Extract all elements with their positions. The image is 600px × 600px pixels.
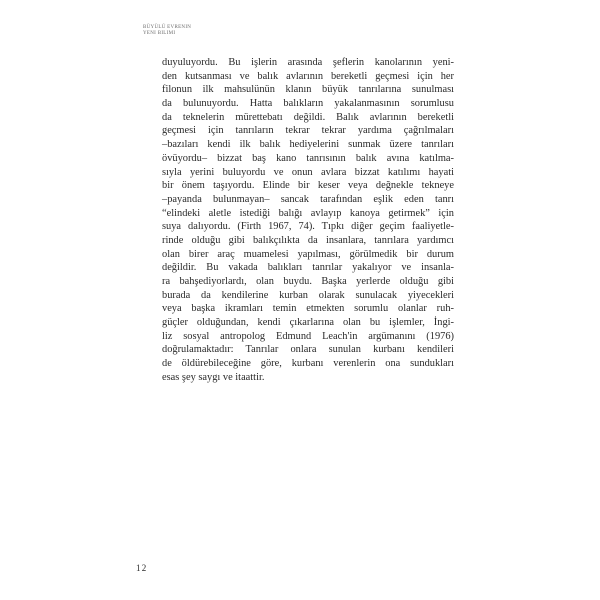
text-line: de öldürebileceğine göre, kurbanı verenlerin ona sundukları xyxy=(162,358,454,370)
text-line: esas şey saygı ve itaattir. xyxy=(162,371,265,383)
text-line: –payanda bulunmayan– sancak tarafından eşlik eden tanrı xyxy=(162,193,454,205)
text-line: burada da kendilerine kurban olarak sunulacak yiyecekleri xyxy=(162,289,454,301)
running-head-subtitle: YENI BILIMI xyxy=(143,31,176,36)
running-head xyxy=(143,25,191,37)
text-line: veya başka ikramları temin etmekten sorumlu olanlar ruh- xyxy=(162,303,454,315)
text-line: bir önem taşıyordu. Elinde bir keser veya değnekle tekneye xyxy=(162,180,454,192)
text-line: geçmesi için tanrıların tekrar tekrar yardıma çağrılmaları xyxy=(162,125,454,137)
text-line: güçler olduğundan, kendi çıkarlarına olan bu işlemler, İngi- xyxy=(162,317,454,329)
text-line: den kutsanması ve balık avlarının bereketli geçmesi için her xyxy=(162,70,454,82)
text-line: duyuluyordu. Bu işlerin arasında şeflerin kanolarının yeni- xyxy=(162,57,454,68)
text-line: liz sosyal antropolog Edmund Leach'in argümanını (1976) xyxy=(162,330,454,342)
text-line: olan birer araç muamelesi yapılması, görülmedik bir durum xyxy=(162,248,454,260)
text-line: değildir. Bu vakada balıkları tanrılar yakalıyor ve insanla- xyxy=(162,262,454,274)
text-line: övüyordu– bizzat baş kano tanrısının balık avına katılma- xyxy=(162,152,454,164)
text-line: “elindeki aletle istediği balığı avlayıp kanoya getirmek” için xyxy=(162,207,454,219)
text-line: suya dalıyordu. (Firth 1967, 74). Tıpkı diğer geçim faaliyetle- xyxy=(162,221,454,233)
text-line: ra bahşediyorlardı, olan buydu. Başka yerlerde olduğu gibi xyxy=(162,276,454,287)
text-line: da teknelerin mürettebatı değildi. Balık avlarının bereketli xyxy=(162,111,454,123)
body-text xyxy=(162,56,454,385)
text-line: sıyla yerini buluyordu ve onun avlara bizzat katılımı hayati xyxy=(162,166,454,178)
text-line: doğrulamaktadır: Tanrılar onlara sunulan kurbanı kendileri xyxy=(162,344,454,356)
text-line: –bazıları kendi ilk balık hediyelerini sunmak üzere tanrıları xyxy=(162,139,454,151)
running-head-title: BÜYÜLÜ EVRENIN xyxy=(143,25,192,30)
text-line: filonun ilk mahsulünün klanın büyük tanrılarına sunulması xyxy=(162,84,454,96)
text-line: da bulunuyordu. Hatta balıkların yakalanmasının sorumlusu xyxy=(162,98,454,110)
page-number: 12 xyxy=(136,563,148,573)
text-line: rinde olduğu gibi balıkçılıkta da insanlara, tanrılara yardımcı xyxy=(162,234,454,246)
